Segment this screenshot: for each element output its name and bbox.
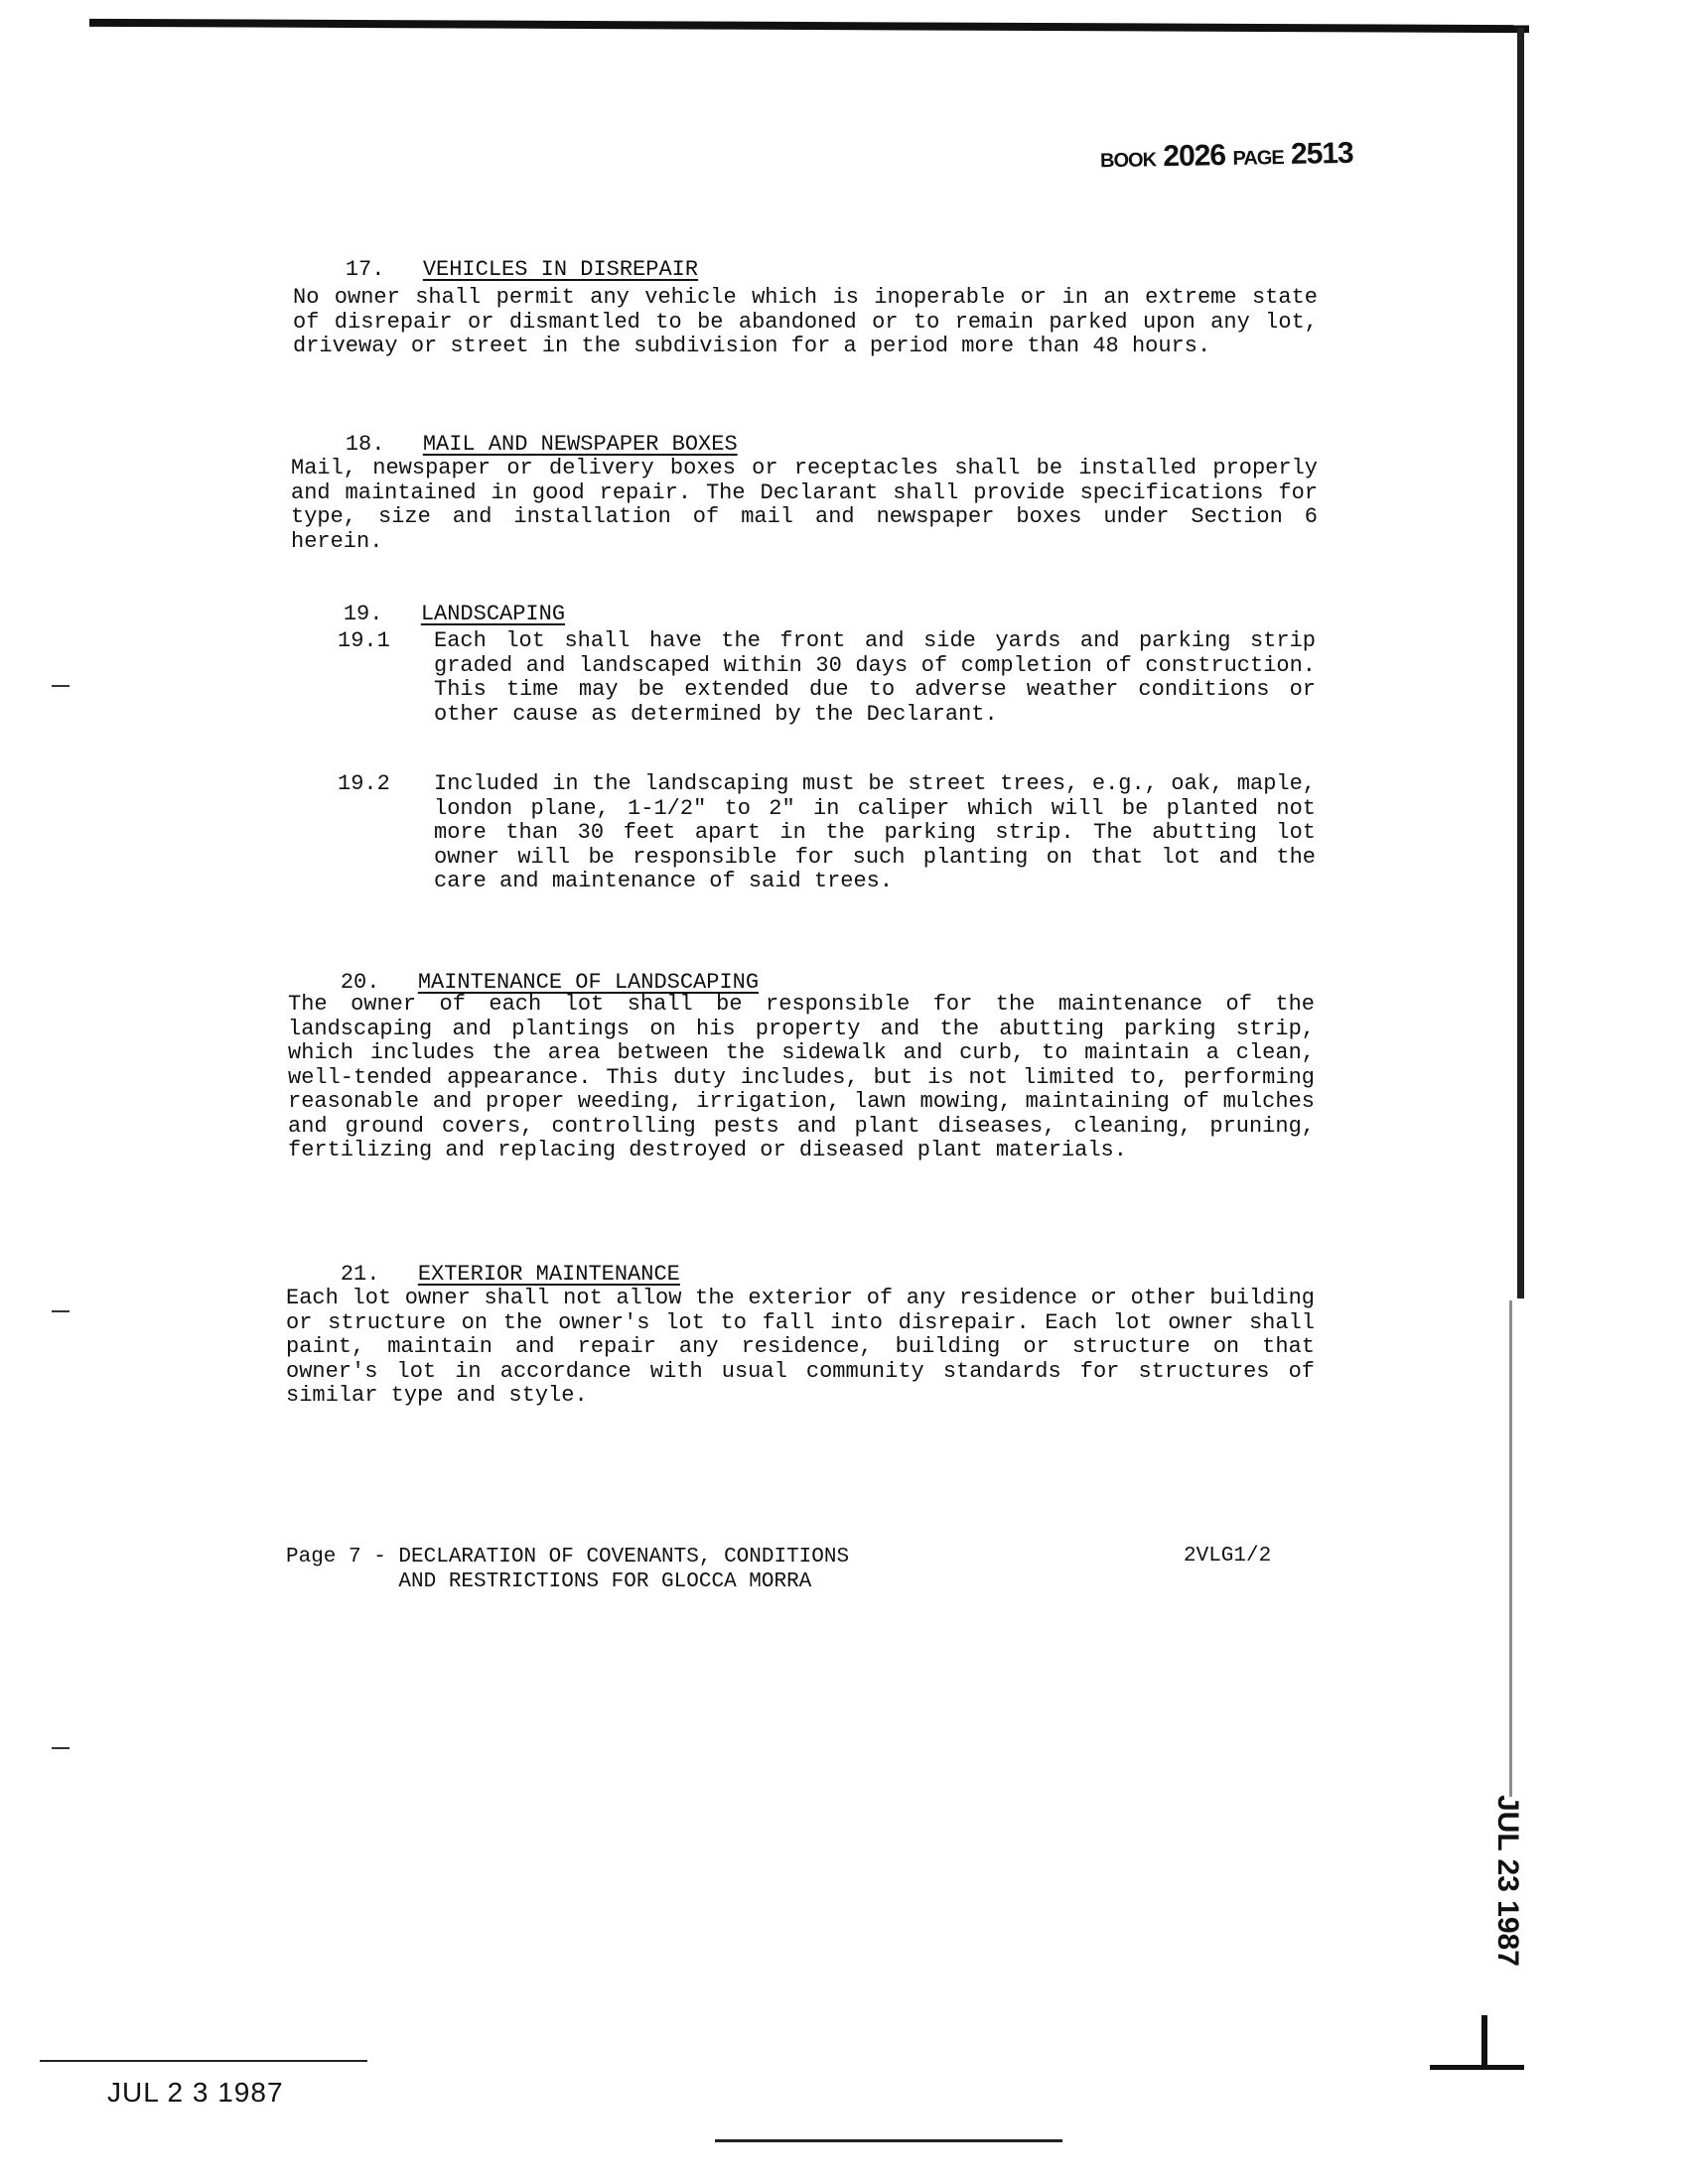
section-title: MAIL AND NEWSPAPER BOXES — [422, 432, 738, 457]
scan-border-right-lower — [1509, 1300, 1512, 1797]
footer-line-2: AND RESTRICTIONS FOR GLOCCA MORRA — [286, 1570, 812, 1593]
section-number: 18. — [345, 432, 385, 457]
subsection-19-2 — [338, 772, 1321, 921]
section-number: 21. — [340, 1262, 380, 1287]
section-title: EXTERIOR MAINTENANCE — [417, 1262, 680, 1287]
page-label: PAGE — [1232, 147, 1284, 170]
section-title: LANDSCAPING — [420, 602, 566, 626]
scan-border-top — [89, 19, 1529, 33]
section-title: MAINTENANCE OF LANDSCAPING — [417, 970, 760, 995]
scan-mark — [52, 1747, 70, 1749]
scan-bottom-line — [715, 2139, 1062, 2142]
book-number: 2026 — [1163, 139, 1226, 174]
scan-corner-mark — [1481, 2015, 1487, 2070]
subsection-body: Included in the landscaping must be street trees, e.g., oak, maple, london plane, 1-1/2" to 2" in caliper which will be planted not more than 30 feet apart in the parking strip. The abutting lot owner will be responsible for such planting on that lot and the care and maintenance of said trees. — [434, 771, 1316, 893]
footer-line-1: Page 7 - DECLARATION OF COVENANTS, CONDITIONS — [286, 1546, 850, 1569]
section-title: VEHICLES IN DISREPAIR — [422, 257, 699, 282]
scan-mark — [52, 685, 70, 687]
scan-corner-mark — [1430, 2065, 1524, 2070]
scan-mark — [52, 1310, 70, 1312]
page-number: 2513 — [1290, 136, 1353, 171]
section-20-body: The owner of each lot shall be responsible for the maintenance of the landscaping and plantings on his property and the abutting parking strip, which includes the area between the sidewalk and curb, to maintain a clean, well-tended appearance. This duty includes, but is not limited to, performing reasonable and proper weeding, irrigation, lawn mowing, maintaining of mulches and ground covers, controlling pests and plant diseases, cleaning, pruning, fertilizing and replacing destroyed or diseased plant materials. — [288, 992, 1315, 1162]
section-number: 20. — [340, 970, 380, 995]
page-footer — [286, 1545, 849, 1594]
section-number: 19. — [343, 602, 383, 626]
section-18-body: Mail, newspaper or delivery boxes or receptacles shall be installed properly and maintained in good repair. The Declarant shall provide specifications for type, size and installation of mail and newspaper boxes under Section 6 herein. — [291, 456, 1318, 554]
document-code: 2VLG1/2 — [1184, 1545, 1272, 1568]
subsection-number: 19.2 — [338, 771, 390, 796]
scan-bottom-line — [40, 2060, 367, 2062]
subsection-19-1 — [338, 629, 1321, 749]
section-17-body: No owner shall permit any vehicle which is inoperable or in an extreme state of disrepair or dismantled to be abandoned or to remain parked upon any lot, driveway or street in the subdivision for a period more than 48 hours. — [293, 285, 1318, 358]
book-label: BOOK — [1099, 149, 1157, 173]
subsection-body: Each lot shall have the front and side yards and parking strip graded and landscaped within 30 days of completion of construction. This time may be extended due to adverse weather conditions or other cause as determined by the Declarant. — [434, 628, 1316, 727]
section-number: 17. — [345, 257, 385, 282]
book-page-reference — [1100, 137, 1353, 175]
subsection-number: 19.1 — [338, 628, 390, 653]
scan-border-right — [1517, 28, 1524, 1298]
date-stamp-right: JUL 23 1987 — [1491, 1795, 1524, 1967]
date-stamp-bottom: JUL 2 3 1987 — [107, 2077, 284, 2108]
section-21-body: Each lot owner shall not allow the exterior of any residence or other building or structure on the owner's lot to fall into disrepair. Each lot owner shall paint, maintain and repair any residence, building or structure on that owner's lot in accordance with usual community standards for structures of similar type and style. — [286, 1286, 1315, 1408]
